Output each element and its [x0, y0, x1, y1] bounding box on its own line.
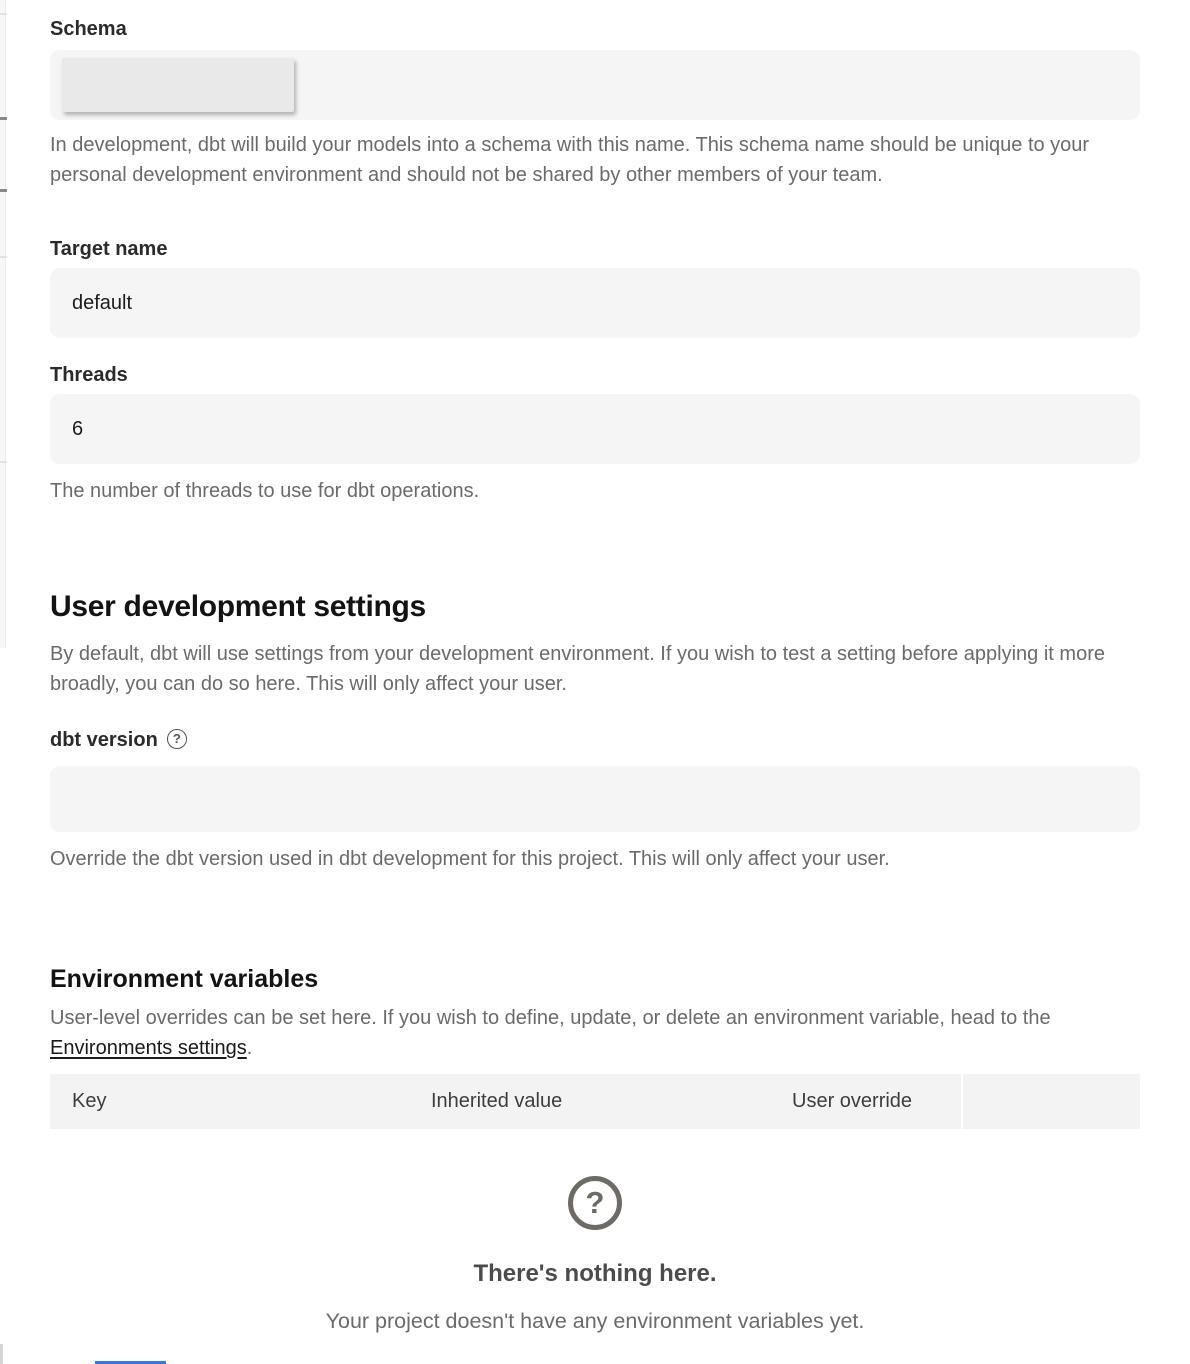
target-name-input[interactable]: [50, 268, 1140, 338]
user-development-settings-description: By default, dbt will use settings from your development environment. If you wish to test a setting before applying it more broadly, you can do so here. This will only affect your user.: [50, 643, 1105, 695]
left-edge-divider: [0, 189, 7, 192]
empty-state-subtitle: Your project doesn't have any environment variables yet.: [325, 1309, 865, 1333]
schema-value-redacted-block: [62, 58, 294, 112]
left-panel-edge: [0, 0, 6, 648]
threads-input[interactable]: [50, 394, 1140, 464]
user-development-settings-title: User development settings: [50, 590, 426, 623]
help-circle-icon[interactable]: ?: [167, 729, 187, 749]
environment-variables-description: [50, 1003, 1135, 1063]
schema-help-text: In development, dbt will build your models into a schema with this name. This schema name should be unique to your personal development environment and should not be shared by other members of your team.: [50, 134, 1090, 186]
dbt-version-input[interactable]: [50, 766, 1140, 832]
left-edge-divider: [0, 256, 7, 258]
dbt-version-label: dbt version: [50, 729, 158, 751]
column-divider: [961, 1074, 963, 1129]
question-mark-circle-icon: ?: [568, 1176, 622, 1230]
env-vars-description-text: User-level overrides can be set here. If you wish to define, update, or delete an environment variable, head to the: [50, 1007, 1051, 1029]
environment-variables-title: Environment variables: [50, 965, 319, 993]
env-vars-description-period: .: [246, 1037, 253, 1059]
left-edge-divider: [0, 461, 7, 463]
schema-input[interactable]: [50, 50, 1140, 120]
left-edge-divider: [0, 117, 7, 120]
schema-label: Schema: [50, 18, 127, 40]
target-name-label: Target name: [50, 238, 168, 260]
threads-help-text: The number of threads to use for dbt operations.: [50, 480, 480, 502]
env-vars-table-header: [50, 1074, 1140, 1129]
dbt-version-label-row: [50, 729, 187, 752]
empty-state-title: There's nothing here.: [473, 1260, 717, 1287]
left-edge-mark: [0, 1344, 3, 1364]
threads-label: Threads: [50, 364, 128, 386]
left-edge-divider: [0, 13, 7, 15]
column-header-user-override: User override: [792, 1090, 913, 1112]
column-header-inherited-value: Inherited value: [431, 1090, 563, 1112]
dbt-version-help-text: Override the dbt version used in dbt development for this project. This will only affect your user.: [50, 848, 890, 870]
column-header-key: Key: [72, 1090, 107, 1112]
environments-settings-link[interactable]: Environments settings: [50, 1037, 247, 1059]
